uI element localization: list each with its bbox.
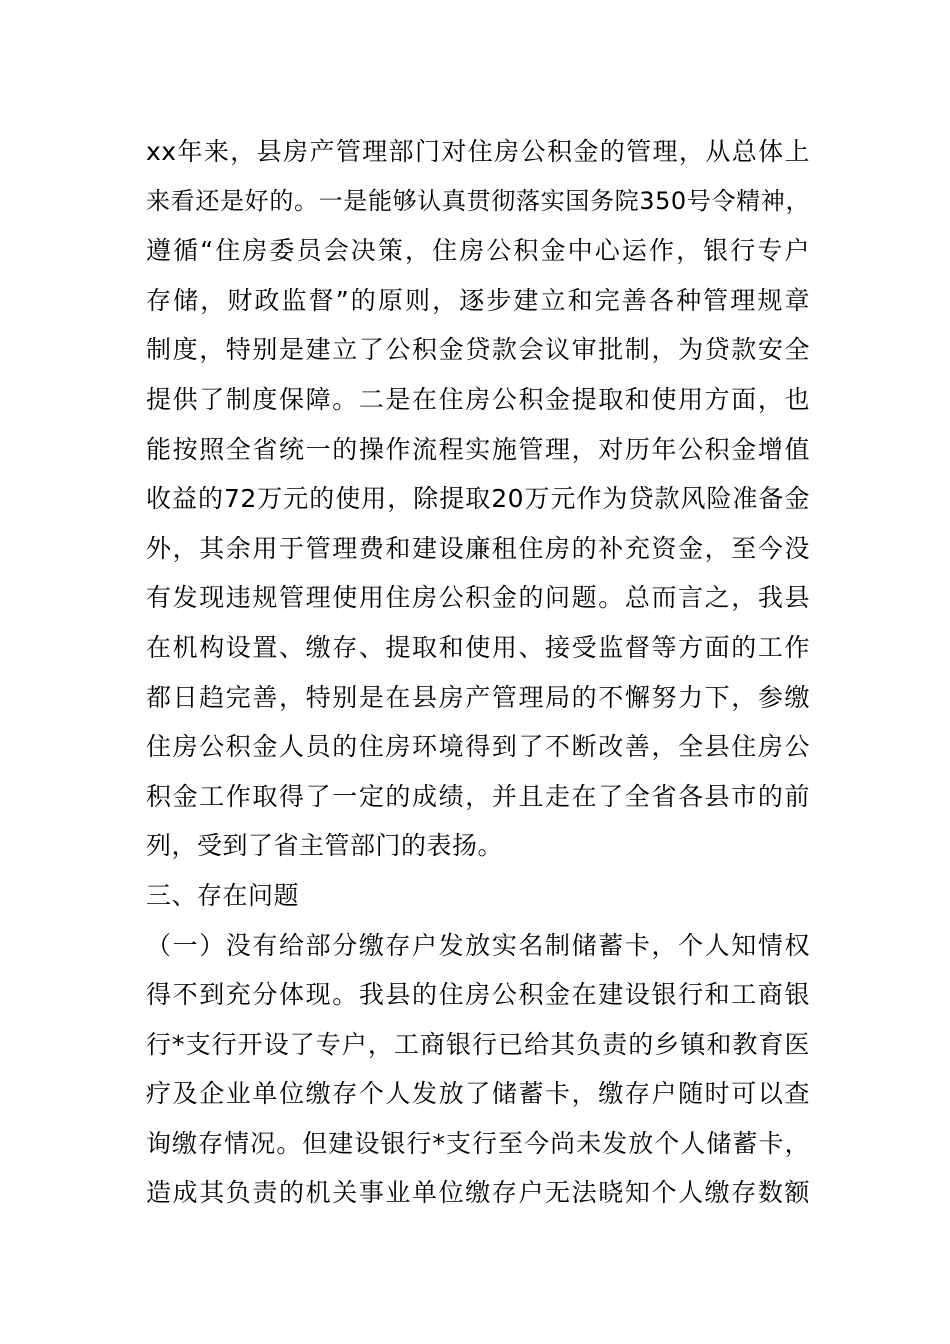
section-heading: 三、存在问题	[146, 880, 300, 910]
text-line: 来看还是好的。一是能够认真贯彻落实国务院350号令精神，	[146, 186, 810, 215]
text-line: 得不到充分体现。我县的住房公积金在建设银行和工商银	[146, 980, 810, 1010]
text-line: 造成其负责的机关事业单位缴存户无法晓知个人缴存数额	[146, 1178, 810, 1208]
text-line: 遵循“住房委员会决策，住房公积金中心运作，银行专户	[146, 236, 810, 266]
text-line: 收益的72万元的使用，除提取20万元作为贷款风险准备金	[146, 484, 810, 514]
text-line: （一）没有给部分缴存户发放实名制储蓄卡，个人知情权	[146, 930, 810, 960]
text-line: 都日趋完善，特别是在县房产管理局的不懈努力下，参缴	[146, 682, 810, 712]
text-line: 提供了制度保障。二是在住房公积金提取和使用方面，也	[146, 384, 810, 414]
text-line: 在机构设置、缴存、提取和使用、接受监督等方面的工作	[146, 632, 810, 662]
paragraph-end-line: 列，受到了省主管部门的表扬。	[146, 831, 504, 861]
text-line: 住房公积金人员的住房环境得到了不断改善，全县住房公	[146, 732, 810, 762]
text-line: 能按照全省统一的操作流程实施管理，对历年公积金增值	[146, 434, 810, 464]
text-line: 疗及企业单位缴存个人发放了储蓄卡，缴存户随时可以查	[146, 1079, 810, 1109]
text-line: xx年来，县房产管理部门对住房公积金的管理，从总体上	[146, 137, 810, 166]
text-line: 询缴存情况。但建设银行*支行至今尚未发放个人储蓄卡，	[146, 1128, 810, 1158]
document-body	[146, 127, 810, 1218]
text-line: 制度，特别是建立了公积金贷款会议审批制，为贷款安全	[146, 335, 810, 365]
text-line: 行*支行开设了专户，工商银行已给其负责的乡镇和教育医	[146, 1029, 810, 1059]
text-line: 外，其余用于管理费和建设廉租住房的补充资金，至今没	[146, 533, 810, 563]
text-line: 存储，财政监督”的原则，逐步建立和完善各种管理规章	[146, 285, 810, 315]
text-line: 有发现违规管理使用住房公积金的问题。总而言之，我县	[146, 583, 810, 613]
text-line: 积金工作取得了一定的成绩，并且走在了全省各县市的前	[146, 781, 810, 811]
